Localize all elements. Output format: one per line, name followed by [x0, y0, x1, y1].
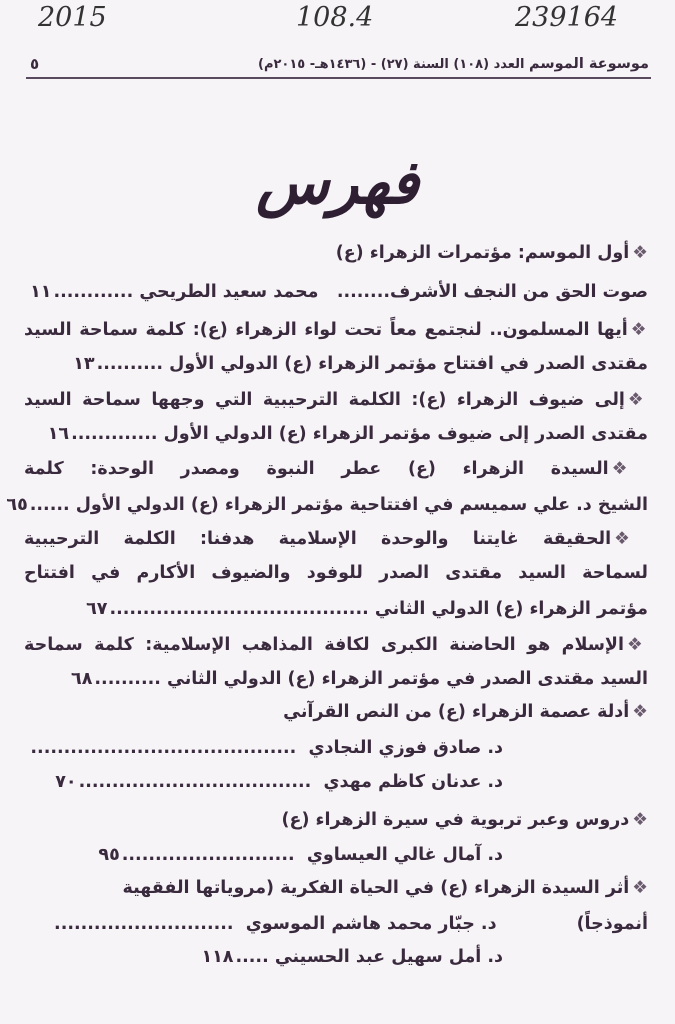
toc-text: الحقيقة غايتنا والوحدة الإسلامية هدفنا: الكلمة الترحيبية [24, 529, 612, 549]
toc-text: أدلة عصمة الزهراء (ع) من النص القرآني [283, 702, 630, 722]
toc-entry [24, 272, 648, 312]
toc-page-number: ٦٨ [71, 669, 93, 689]
toc-page-number: ١١٨ [201, 947, 234, 967]
bullet-icon: ❖ [614, 529, 648, 549]
toc-text: أول الموسم: مؤتمرات الزهراء (ع) [335, 243, 630, 263]
handwritten-accession-number: 239164 [515, 2, 619, 33]
toc-text: إلى ضيوف الزهراء (ع): الكلمة الترحيبية التي وجهها سماحة السيد [24, 390, 625, 410]
toc-entry [24, 414, 648, 454]
bullet-icon: ❖ [632, 810, 648, 830]
bullet-icon: ❖ [632, 702, 648, 722]
bullet-icon: ❖ [626, 635, 648, 655]
toc-entry [24, 868, 648, 908]
toc-page-number: ٧٠ [55, 772, 77, 792]
handwritten-year: 2015 [38, 2, 107, 33]
toc-entry [24, 449, 648, 489]
toc-text: مقتدى الصدر إلى ضيوف مؤتمر الزهراء (ع) الدولي الأول [163, 424, 648, 444]
magazine-info [258, 56, 649, 72]
toc-text: السيدة الزهراء (ع) عطر النبوة ومصدر الوحدة: كلمة [24, 459, 609, 479]
bullet-icon: ❖ [627, 390, 648, 410]
toc-entry [24, 589, 648, 629]
toc-leader-dots: .......................... [121, 845, 295, 865]
handwritten-class-number: 108.4 [296, 2, 374, 33]
toc-page-number: ٦٥ [6, 495, 28, 515]
bullet-icon: ❖ [632, 878, 648, 898]
toc-entry [24, 553, 648, 593]
bullet-icon: ❖ [611, 459, 648, 479]
toc-page-number: ١٦ [47, 424, 70, 444]
bullet-icon: ❖ [630, 320, 648, 340]
bullet-icon: ❖ [632, 243, 648, 263]
toc-leader-dots: ........................................ [30, 738, 297, 758]
toc-author: د. أمل سهيل عبد الحسيني [274, 947, 503, 967]
toc-entry [24, 344, 648, 384]
toc-entry [24, 937, 648, 977]
toc-leader-dots: ............ [53, 282, 134, 302]
toc-leader-dots: ...... [29, 495, 70, 515]
page-title: فهرس [256, 148, 419, 218]
toc-text: صوت الحق من النجف الأشرف [390, 282, 648, 302]
toc-text: أنموذجاً) [576, 914, 648, 934]
toc-author: د. جبّار محمد هاشم الموسوي [245, 914, 497, 934]
toc-text: دروس وعبر تربوية في سيرة الزهراء (ع) [281, 810, 630, 830]
toc-leader-dots: .......... [94, 669, 161, 689]
toc-page-number: ٩٥ [98, 845, 120, 865]
toc-author: د. عدنان كاظم مهدي [323, 772, 503, 792]
toc-text: لسماحة السيد مقتدى الصدر للوفود والضيوف الأكارم في افتتاح [24, 563, 648, 583]
toc-author: د. آمال غالي العيساوي [306, 845, 503, 865]
toc-text: مقتدى الصدر في افتتاح مؤتمر الزهراء (ع) الدولي الأول [169, 354, 648, 374]
toc-author: د. صادق فوزي النجادي [308, 738, 503, 758]
toc-text: الشيخ د. علي سميسم في افتتاحية مؤتمر الزهراء (ع) الدولي الأول [75, 495, 648, 515]
running-header [26, 55, 651, 79]
toc-page-number: ١١ [30, 282, 52, 302]
toc-leader-dots: ............. [71, 424, 158, 444]
toc-leader-dots: ................................... [78, 772, 312, 792]
toc-text: أيها المسلمون.. لنجتمع معاً تحت لواء الزهراء (ع): كلمة سماحة السيد [24, 320, 628, 340]
toc-page-number: ١٣ [73, 354, 95, 374]
toc-text: الإسلام هو الحاضنة الكبرى لكافة المذاهب الإسلامية: كلمة سماحة [24, 635, 624, 655]
toc-section-title [24, 692, 648, 732]
toc-leader-dots: ....................................... [109, 599, 369, 619]
toc-text: أثر السيدة الزهراء (ع) في الحياة الفكرية (مروياتها الفقهية [122, 878, 630, 898]
toc-page-number: ٦٧ [86, 599, 108, 619]
page-number: ٥ [30, 55, 40, 73]
toc-leader-dots: .......... [96, 354, 164, 374]
toc-gap-dots: ........ [336, 282, 390, 302]
toc-author: محمد سعيد الطريحي [139, 282, 319, 302]
toc-text: مؤتمر الزهراء (ع) الدولي الثاني [374, 599, 648, 619]
toc-section-title [24, 800, 648, 840]
toc-entry [24, 762, 648, 802]
toc-leader-dots: ..... [235, 947, 269, 967]
toc-text: السيد مقتدى الصدر في مؤتمر الزهراء (ع) الدولي الثاني [166, 669, 648, 689]
toc-leader-dots: ........................... [54, 914, 234, 934]
magazine-title: موسوعة الموسم [528, 56, 649, 72]
toc-section-title [24, 233, 648, 273]
issue-info: العدد (١٠٨) السنة (٢٧) - (١٤٣٦هـ- ٢٠١٥م) [258, 57, 525, 72]
